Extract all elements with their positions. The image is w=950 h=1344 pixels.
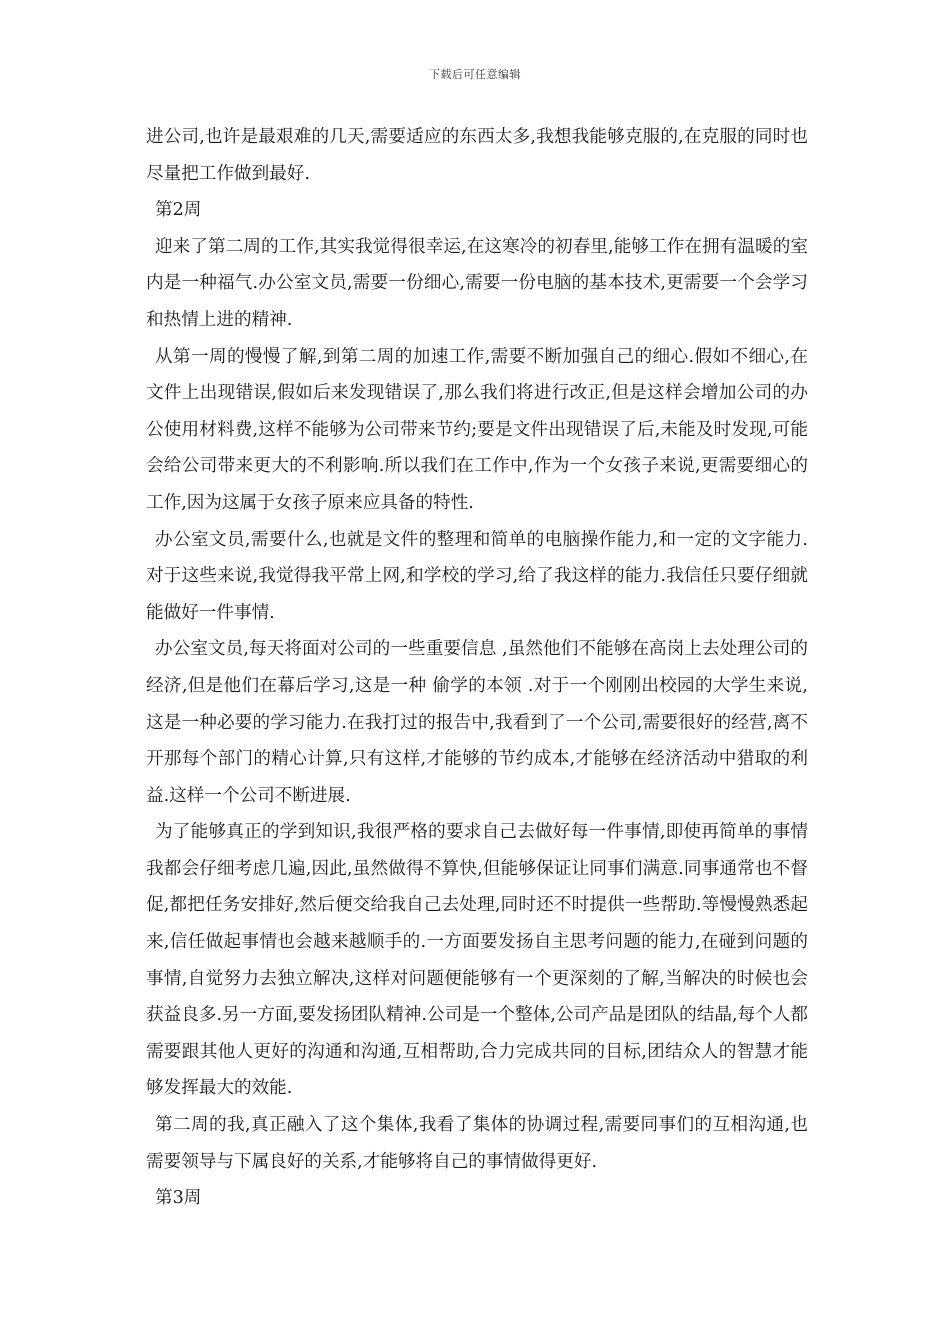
paragraph-week2-carefulness: 从第一周的慢慢了解,到第二周的加速工作,需要不断加强自己的细心.假如不细心,在文件上出现错误,假如后来发现错误了,那么我们将进行改正,但是这样会增加公司的办公使用材料费,这样不能够为公司带来节约;要是文件出现错误了后,未能及时发现,可能会给公司带来更大的不利影响.所以我们在工作中,作为一个女孩子来说,更需要细心的工作,因为这属于女孩子原来应具备的特性. [146,346,808,513]
paragraph-week2-summary: 第二周的我,真正融入了这个集体,我看了集体的协调过程,需要同事们的互相沟通,也需要领导与下属良好的关系,才能够将自己的事情做得更好. [146,1115,808,1172]
paragraph-intro-continuation: 进公司,也许是最艰难的几天,需要适应的东西太多,我想我能够克服的,在克服的同时也尽量把工作做到最好. [146,127,808,184]
page-header-note: 下载后可任意编辑 [429,68,521,81]
paragraph-office-clerk-info: 办公室文员,每天将面对公司的一些重要信息 ,虽然他们不能够在高岗上去处理公司的经济,但是他们在幕后学习,这是一种 偷学的本领 .对于一个刚刚出校园的大学生来说,这是一种必要的学习能力.在我打过的报告中,我看到了一个公司,需要很好的经营,离不开那每个部门的精心计算,只有这样,才能够的节约成本,才能够在经济活动中猎取的利益.这样一个公司不断进展. [146,639,808,806]
heading-week-3: 第3周 [155,1188,202,1209]
document-body [146,119,808,1217]
heading-week-2: 第2周 [155,200,202,221]
paragraph-week2-welcome: 迎来了第二周的工作,其实我觉得很幸运,在这寒冷的初春里,能够工作在拥有温暖的室内是一种福气.办公室文员,需要一份细心,需要一份电脑的基本技术,更需要一个会学习和热情上进的精神. [146,236,808,330]
paragraph-learning-strictly: 为了能够真正的学到知识,我很严格的要求自己去做好每一件事情,即使再简单的事情我都会仔细考虑几遍,因此,虽然做得不算快,但能够保证让同事们满意.同事通常也不督促,都把任务安排好,然后便交给我自己去处理,同时还不时提供一些帮助.等慢慢熟悉起来,信任做起事情也会越来越顺手的.一方面要发扬自主思考问题的能力,在碰到问题的事情,自觉努力去独立解决,这样对问题便能够有一个更深刻的了解,当解决的时候也会获益良多.另一方面,要发扬团队精神.公司是一个整体,公司产品是团队的结晶,每个人都需要跟其他人更好的沟通和沟通,互相帮助,合力完成共同的目标,团结众人的智慧才能够发挥最大的效能. [146,822,808,1099]
paragraph-office-clerk-needs: 办公室文员,需要什么,也就是文件的整理和简单的电脑操作能力,和一定的文字能力.对于这些来说,我觉得我平常上网,和学校的学习,给了我这样的能力.我信任只要仔细就能做好一件事情. [146,529,808,623]
